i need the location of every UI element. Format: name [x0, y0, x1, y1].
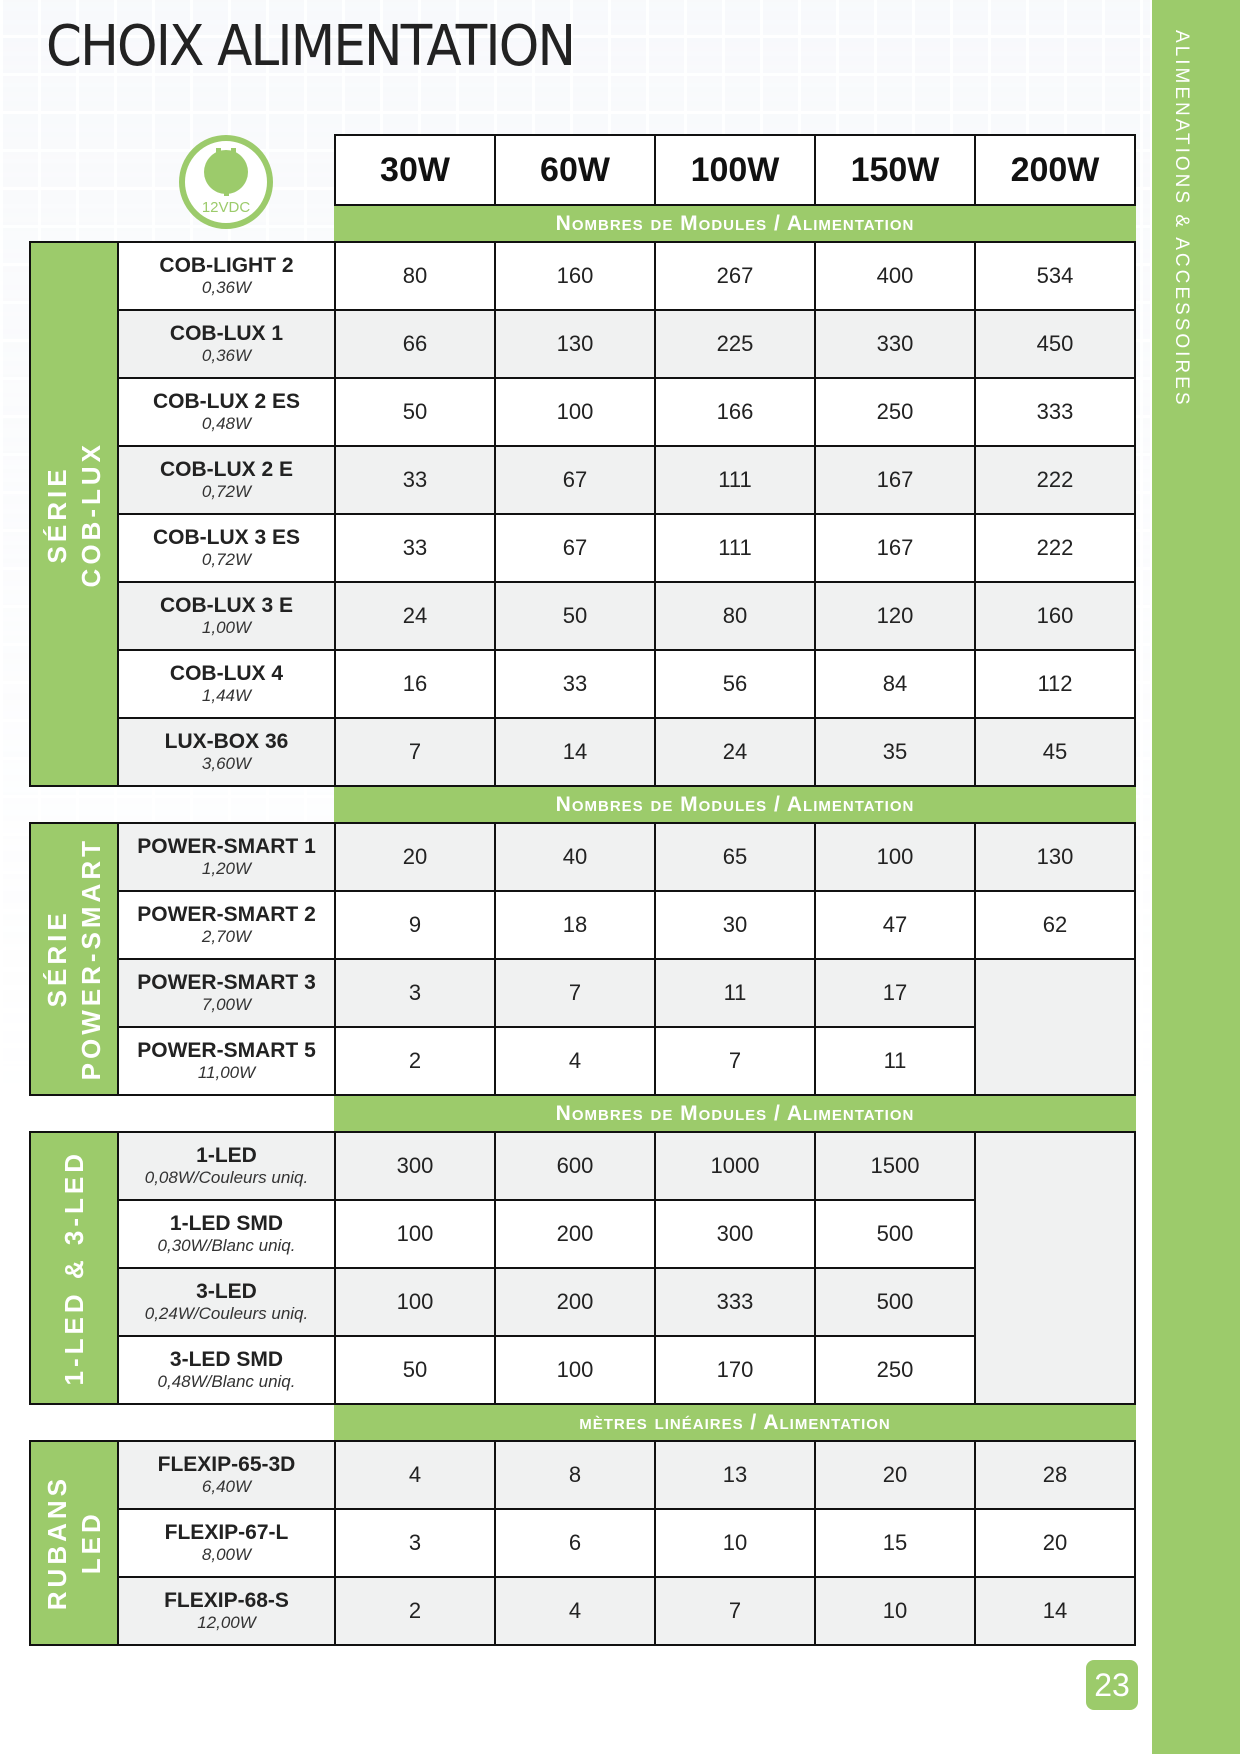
table-cell: 534 [974, 241, 1136, 311]
table-cell: 2 [334, 1026, 496, 1096]
table-cell: 100 [334, 1199, 496, 1269]
table-cell: 250 [814, 377, 976, 447]
table-cell: 13 [654, 1440, 816, 1510]
page-title: CHOIX ALIMENTATION [46, 14, 575, 79]
row-label [117, 309, 336, 379]
table-cell: 4 [494, 1026, 656, 1096]
product-name: 1-LED SMD [169, 1212, 284, 1236]
product-spec: 0,48W/Blanc uniq. [157, 1372, 296, 1392]
table-cell: 9 [334, 890, 496, 960]
table-cell: 333 [974, 377, 1136, 447]
table-cell: 50 [334, 1335, 496, 1405]
group-label [29, 1440, 119, 1646]
table-cell: 65 [654, 822, 816, 892]
table-cell: 600 [494, 1131, 656, 1201]
table-cell: 222 [974, 513, 1136, 583]
product-spec: 2,70W [201, 927, 252, 947]
product-spec: 7,00W [201, 995, 252, 1015]
row-label [117, 890, 336, 960]
table-cell: 18 [494, 890, 656, 960]
product-spec: 0,36W [201, 346, 252, 366]
product-spec: 3,60W [201, 754, 252, 774]
product-spec: 1,20W [201, 859, 252, 879]
table-cell: 16 [334, 649, 496, 719]
table-cell: 167 [814, 513, 976, 583]
product-name: FLEXIP-67-L [164, 1521, 289, 1545]
table-cell: 7 [334, 717, 496, 787]
table-cell: 500 [814, 1199, 976, 1269]
row-label [117, 377, 336, 447]
row-label [117, 1026, 336, 1096]
product-spec: 0,30W/Blanc uniq. [157, 1236, 296, 1256]
table-cell: 20 [814, 1440, 976, 1510]
table-cell: 62 [974, 890, 1136, 960]
table-cell: 111 [654, 513, 816, 583]
table-cell: 100 [334, 1267, 496, 1337]
column-header: 60W [494, 134, 656, 206]
page-number: 23 [1086, 1660, 1138, 1710]
table-cell: 333 [654, 1267, 816, 1337]
table-cell: 4 [334, 1440, 496, 1510]
table-cell: 112 [974, 649, 1136, 719]
table-cell: 100 [494, 1335, 656, 1405]
empty-cell [974, 1131, 1136, 1405]
table-cell: 35 [814, 717, 976, 787]
product-spec: 0,36W [201, 278, 252, 298]
table-cell: 45 [974, 717, 1136, 787]
table-cell: 20 [974, 1508, 1136, 1578]
product-name: POWER-SMART 5 [137, 1039, 316, 1063]
table-cell: 17 [814, 958, 976, 1028]
product-name: COB-LUX 4 [169, 662, 284, 686]
empty-cell [974, 958, 1136, 1096]
table-cell: 2 [334, 1576, 496, 1646]
table-cell: 47 [814, 890, 976, 960]
column-header: 150W [814, 134, 976, 206]
group-label [29, 1131, 119, 1405]
table-cell: 10 [814, 1576, 976, 1646]
table-cell: 24 [654, 717, 816, 787]
row-label [117, 1199, 336, 1269]
column-header: 100W [654, 134, 816, 206]
product-spec: 1,44W [201, 686, 252, 706]
table-cell: 200 [494, 1199, 656, 1269]
table-cell: 267 [654, 241, 816, 311]
table-cell: 225 [654, 309, 816, 379]
table-cell: 6 [494, 1508, 656, 1578]
row-label [117, 1508, 336, 1578]
product-spec: 1,00W [201, 618, 252, 638]
row-label [117, 1440, 336, 1510]
table-cell: 30 [654, 890, 816, 960]
table-cell: 7 [494, 958, 656, 1028]
product-name: COB-LUX 2 E [159, 458, 293, 482]
group-label-text: 1-LED & 3-LED [59, 1150, 89, 1386]
product-spec: 0,24W/Couleurs uniq. [144, 1304, 309, 1324]
row-label [117, 1131, 336, 1201]
product-name: COB-LIGHT 2 [159, 254, 294, 278]
table-cell: 67 [494, 513, 656, 583]
table-cell: 130 [494, 309, 656, 379]
table-cell: 222 [974, 445, 1136, 515]
product-spec: 12,00W [197, 1613, 256, 1633]
table-cell: 100 [494, 377, 656, 447]
group-label [29, 822, 119, 1096]
table-cell: 111 [654, 445, 816, 515]
table-cell: 3 [334, 958, 496, 1028]
table-cell: 14 [494, 717, 656, 787]
table-cell: 4 [494, 1576, 656, 1646]
table-cell: 330 [814, 309, 976, 379]
product-spec: 0,72W [201, 482, 252, 502]
table-cell: 14 [974, 1576, 1136, 1646]
table-cell: 84 [814, 649, 976, 719]
table-cell: 400 [814, 241, 976, 311]
product-name: FLEXIP-68-S [164, 1589, 289, 1613]
table-cell: 100 [814, 822, 976, 892]
group-label-text: RUBANS LED [42, 1475, 106, 1611]
table-cell: 166 [654, 377, 816, 447]
group-label-text: SÉRIE POWER-SMART [42, 837, 106, 1081]
table-cell: 300 [334, 1131, 496, 1201]
table-cell: 250 [814, 1335, 976, 1405]
table-cell: 10 [654, 1508, 816, 1578]
section-bar: Nombres de Modules / Alimentation [334, 1096, 1136, 1131]
table-cell: 167 [814, 445, 976, 515]
product-name: POWER-SMART 2 [137, 903, 316, 927]
product-name: COB-LUX 3 ES [152, 526, 301, 550]
table-cell: 24 [334, 581, 496, 651]
table-cell: 7 [654, 1576, 816, 1646]
table-cell: 56 [654, 649, 816, 719]
table-cell: 40 [494, 822, 656, 892]
product-name: POWER-SMART 3 [137, 971, 316, 995]
table-cell: 11 [654, 958, 816, 1028]
row-label [117, 241, 336, 311]
row-label [117, 1576, 336, 1646]
side-band [1152, 0, 1240, 1754]
table-cell: 160 [494, 241, 656, 311]
table-cell: 50 [494, 581, 656, 651]
table-cell: 80 [654, 581, 816, 651]
section-bar: mètres linéaires / Alimentation [334, 1405, 1136, 1440]
table-cell: 11 [814, 1026, 976, 1096]
product-name: COB-LUX 1 [169, 322, 284, 346]
table-cell: 450 [974, 309, 1136, 379]
product-spec: 11,00W [197, 1063, 256, 1083]
section-bar: Nombres de Modules / Alimentation [334, 787, 1136, 822]
product-name: COB-LUX 3 E [159, 594, 293, 618]
table-cell: 200 [494, 1267, 656, 1337]
product-name: LUX-BOX 36 [164, 730, 289, 754]
table-cell: 1000 [654, 1131, 816, 1201]
product-name: FLEXIP-65-3D [157, 1453, 296, 1477]
product-name: 1-LED [196, 1144, 257, 1168]
section-bar: Nombres de Modules / Alimentation [334, 206, 1136, 241]
table-cell: 50 [334, 377, 496, 447]
table-cell: 8 [494, 1440, 656, 1510]
column-header: 200W [974, 134, 1136, 206]
table-cell: 15 [814, 1508, 976, 1578]
product-spec: 6,40W [201, 1477, 252, 1497]
column-header: 30W [334, 134, 496, 206]
table-cell: 1500 [814, 1131, 976, 1201]
product-name: 3-LED SMD [169, 1348, 284, 1372]
table-cell: 170 [654, 1335, 816, 1405]
product-name: POWER-SMART 1 [137, 835, 316, 859]
table-cell: 66 [334, 309, 496, 379]
table-cell: 33 [334, 445, 496, 515]
table-cell: 3 [334, 1508, 496, 1578]
side-label: ALIMENATIONS & ACCESSOIRES [1171, 30, 1192, 408]
product-spec: 0,08W/Couleurs uniq. [144, 1168, 309, 1188]
row-label [117, 513, 336, 583]
product-spec: 8,00W [201, 1545, 252, 1565]
table-cell: 500 [814, 1267, 976, 1337]
row-label [117, 717, 336, 787]
product-spec: 0,48W [201, 414, 252, 434]
row-label [117, 445, 336, 515]
row-label [117, 958, 336, 1028]
row-label [117, 1335, 336, 1405]
table-cell: 33 [494, 649, 656, 719]
table-cell: 7 [654, 1026, 816, 1096]
table-cell: 120 [814, 581, 976, 651]
table-cell: 67 [494, 445, 656, 515]
table-cell: 20 [334, 822, 496, 892]
table-cell: 130 [974, 822, 1136, 892]
row-label [117, 581, 336, 651]
plug-icon [178, 134, 274, 230]
group-label [29, 241, 119, 787]
product-name: 3-LED [196, 1280, 257, 1304]
badge-text: 12VDC [201, 199, 251, 216]
group-label-text: SÉRIE COB-LUX [42, 440, 106, 588]
table-cell: 33 [334, 513, 496, 583]
table-cell: 80 [334, 241, 496, 311]
product-spec: 0,72W [201, 550, 252, 570]
row-label [117, 649, 336, 719]
row-label [117, 1267, 336, 1337]
table-cell: 300 [654, 1199, 816, 1269]
row-label [117, 822, 336, 892]
table-cell: 160 [974, 581, 1136, 651]
product-name: COB-LUX 2 ES [152, 390, 301, 414]
table-cell: 28 [974, 1440, 1136, 1510]
